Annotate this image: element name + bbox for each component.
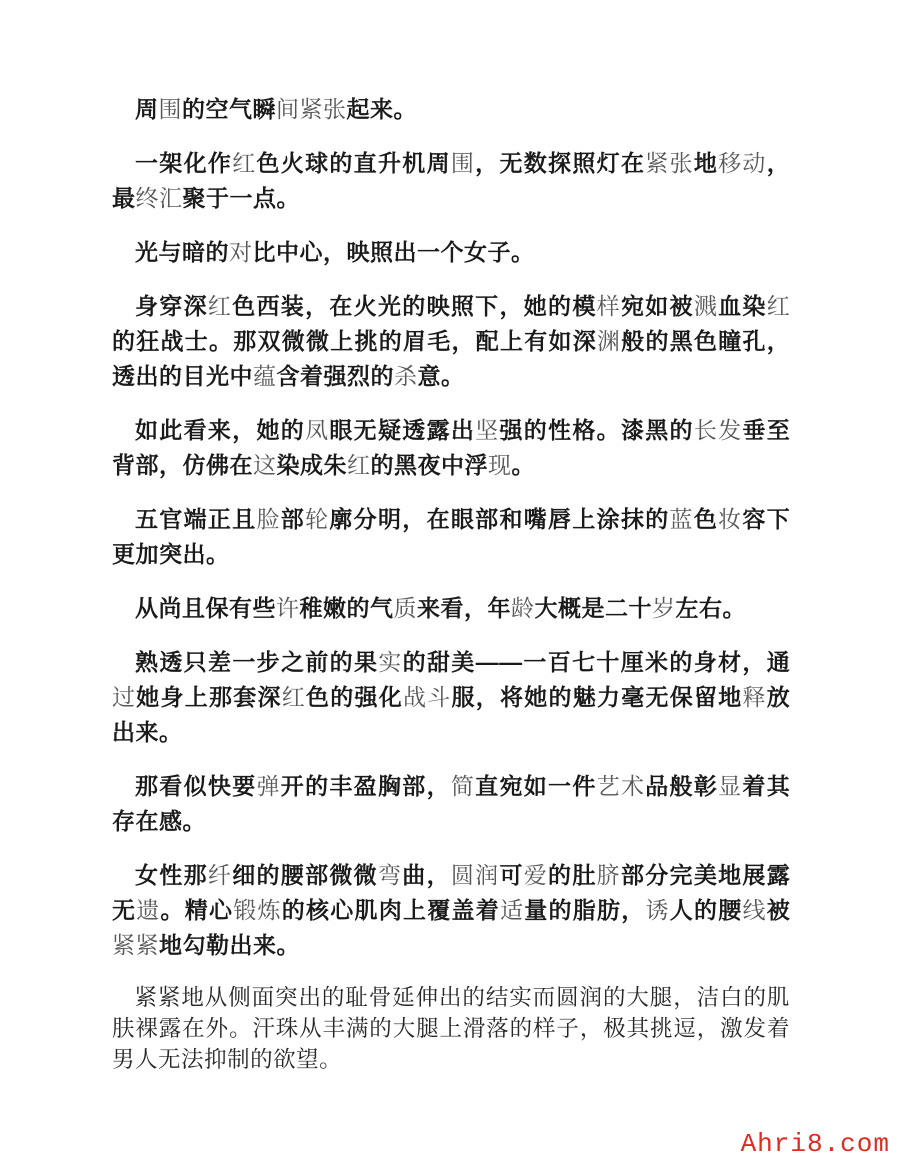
paragraph: 周围的空气瞬间紧张起来。 — [135, 96, 417, 122]
fallback-glyph: 汇 — [159, 185, 183, 211]
fallback-glyph: 蕴 — [253, 363, 277, 389]
fallback-glyph: 紧 — [299, 96, 323, 122]
fallback-glyph: 妆 — [718, 506, 743, 532]
fallback-glyph: 坚 — [475, 417, 500, 443]
fallback-glyph: 斗 — [427, 684, 452, 710]
fallback-glyph: 术 — [620, 773, 646, 799]
fallback-glyph: 红 — [232, 150, 257, 176]
fallback-glyph: 弯 — [377, 862, 403, 888]
fallback-glyph: 围 — [158, 96, 182, 122]
fallback-glyph: 渊 — [597, 328, 622, 354]
paragraph: 身穿深红色西装，在火光的映照下，她的模样宛如被溅血染红的狂战士。那双微微上挑的眉毛，配上有如深渊般的黑色瞳孔，透出的目光中蕴含着强烈的杀意。 — [112, 293, 791, 389]
fallback-glyph: 圆 — [450, 862, 476, 888]
watermark-text: Ahri8.com — [740, 1129, 890, 1159]
fallback-glyph: 现 — [488, 452, 512, 478]
fallback-glyph: 红 — [281, 684, 306, 710]
fallback-glyph: 纤 — [207, 862, 233, 888]
fallback-glyph: 凤 — [305, 417, 330, 443]
fallback-glyph: 适 — [500, 897, 525, 923]
fallback-glyph: 红 — [347, 452, 371, 478]
fallback-glyph: 遗 — [136, 897, 161, 923]
fallback-glyph: 线 — [742, 897, 767, 923]
fallback-glyph: 溅 — [693, 293, 719, 319]
fallback-glyph: 移 — [718, 150, 743, 176]
fallback-glyph: 长 — [693, 417, 719, 443]
paragraph: 女性那纤细的腰部微微弯曲，圆润可爱的肚脐部分完美地展露无遗。精心锻炼的核心肌肉上覆盖着适量的脂肪，诱人的腰线被紧紧地勾勒出来。 — [112, 862, 791, 958]
paragraph: 如此看来，她的凤眼无疑透露出坚强的性格。漆黑的长发垂至背部，仿佛在这染成朱红的黑夜中浮现。 — [112, 417, 791, 478]
fallback-glyph: 终 — [135, 185, 159, 211]
paragraph: 熟透只差一步之前的果实的甜美——一百七十厘米的身材，通过她身上那套深红色的强化战斗服，将她的魅力毫无保留地释放出来。 — [112, 649, 791, 745]
paragraph: 五官端正且脸部轮廓分明，在眼部和嘴唇上涂抹的蓝色妆容下更加突出。 — [112, 506, 791, 567]
fallback-glyph: 龄 — [511, 595, 535, 621]
fallback-glyph: 岁 — [652, 595, 676, 621]
fallback-glyph: 润 — [475, 862, 500, 888]
fallback-glyph: 间 — [276, 96, 300, 122]
fallback-glyph: 对 — [229, 239, 253, 265]
fallback-glyph: 爱 — [523, 862, 549, 888]
fallback-glyph: 释 — [742, 684, 767, 710]
fallback-glyph: 艺 — [596, 773, 621, 799]
fallback-glyph: 发 — [718, 417, 743, 443]
paragraph: 一架化作红色火球的直升机周围，无数探照灯在紧张地移动，最终汇聚于一点。 — [112, 150, 791, 211]
fallback-glyph: 蓝 — [669, 506, 694, 532]
fallback-glyph: 锻 — [233, 897, 258, 923]
fallback-glyph: 轮 — [305, 506, 330, 532]
fallback-glyph: 张 — [323, 96, 347, 122]
fallback-glyph: 脸 — [256, 506, 281, 532]
fallback-glyph: 紧 — [645, 150, 670, 176]
fallback-glyph: 脐 — [596, 862, 621, 888]
fallback-glyph: 许 — [276, 595, 300, 621]
fallback-glyph: 诱 — [645, 897, 670, 923]
fallback-glyph: 质 — [393, 595, 417, 621]
fallback-glyph: 弹 — [256, 773, 281, 799]
paragraph: 从尚且保有些许稚嫩的气质来看，年龄大概是二十岁左右。 — [135, 595, 746, 621]
fallback-glyph: 红 — [207, 293, 233, 319]
fallback-glyph: 过 — [112, 684, 137, 710]
paragraph: 紧紧地从侧面突出的耻骨延伸出的结实而圆润的大腿，洁白的肌肤裸露在外。汗珠从丰满的大腿上滑落的样子，极其挑逗，激发着男人无法抑制的欲望。 — [112, 985, 790, 1072]
fallback-glyph: 围 — [450, 150, 476, 176]
paragraph: 那看似快要弹开的丰盈胸部，简直宛如一件艺术品般彰显着其存在感。 — [112, 773, 791, 834]
fallback-glyph: 简 — [450, 773, 476, 799]
fallback-glyph: 显 — [718, 773, 743, 799]
fallback-glyph: 紧 — [135, 932, 159, 958]
fallback-glyph: 动 — [742, 150, 767, 176]
fallback-glyph: 红 — [766, 293, 791, 319]
fallback-glyph: 样 — [596, 293, 621, 319]
fallback-glyph: 炼 — [257, 897, 282, 923]
fallback-glyph: 这 — [253, 452, 277, 478]
paragraph: 光与暗的对比中心，映照出一个女子。 — [135, 239, 535, 265]
fallback-glyph: 战 — [403, 684, 428, 710]
fallback-glyph: 张 — [669, 150, 694, 176]
fallback-glyph: 实 — [378, 649, 403, 675]
fallback-glyph: 紧 — [112, 932, 136, 958]
fallback-glyph: 杀 — [394, 363, 418, 389]
